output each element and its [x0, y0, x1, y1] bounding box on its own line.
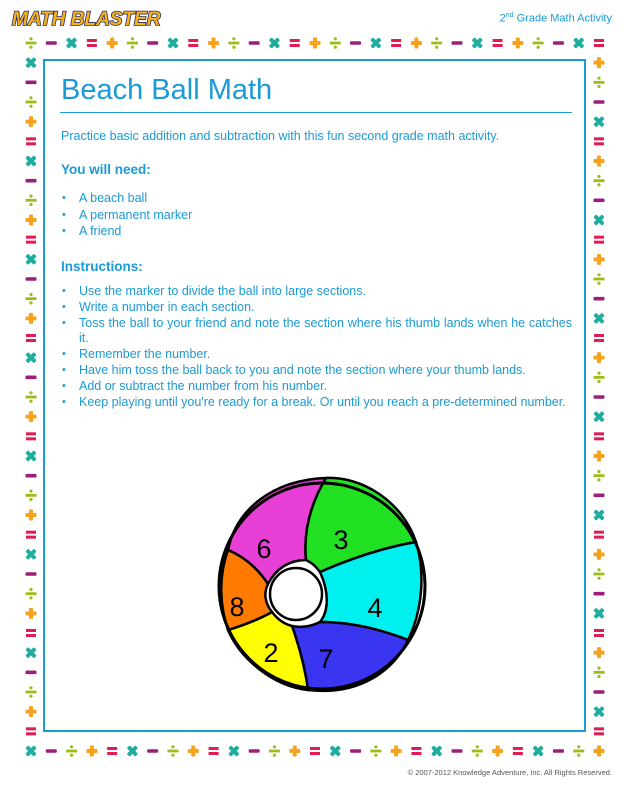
plus-symbol-icon [26, 116, 37, 127]
instruction-item: • Write a number in each section. [61, 300, 572, 316]
times-symbol-icon [593, 214, 604, 225]
plus-symbol-icon [208, 38, 219, 49]
minus-symbol-icon [452, 41, 463, 45]
equals-symbol-icon [290, 39, 300, 47]
minus-symbol-icon [594, 690, 605, 694]
equals-symbol-icon [26, 629, 36, 637]
times-symbol-icon [593, 313, 604, 324]
equals-symbol-icon [594, 629, 604, 637]
equals-symbol-icon [310, 747, 320, 755]
divide-symbol-icon [594, 667, 605, 679]
equals-symbol-icon [594, 236, 604, 244]
divide-symbol-icon [26, 293, 37, 305]
divide-symbol-icon [594, 273, 605, 285]
divide-symbol-icon [330, 37, 341, 49]
equals-symbol-icon [594, 432, 604, 440]
plus-symbol-icon [594, 352, 605, 363]
minus-symbol-icon [350, 749, 361, 753]
plus-symbol-icon [594, 57, 605, 68]
minus-symbol-icon [147, 749, 158, 753]
minus-symbol-icon [594, 100, 605, 104]
minus-symbol-icon [553, 41, 564, 45]
times-symbol-icon [25, 450, 36, 461]
math-blaster-logo [10, 7, 190, 29]
needs-item: • A permanent marker [61, 207, 192, 224]
times-symbol-icon [431, 745, 442, 756]
minus-symbol-icon [26, 277, 37, 281]
times-symbol-icon [593, 706, 604, 717]
plus-symbol-icon [594, 549, 605, 560]
equals-symbol-icon [26, 137, 36, 145]
divide-symbol-icon [26, 490, 37, 502]
needs-item: • A beach ball [61, 190, 192, 207]
divide-symbol-icon [594, 175, 605, 187]
plus-symbol-icon [391, 746, 402, 757]
divide-symbol-icon [594, 470, 605, 482]
minus-symbol-icon [249, 41, 260, 45]
divide-symbol-icon [26, 195, 37, 207]
instructions-heading: Instructions: [61, 259, 143, 274]
equals-symbol-icon [26, 334, 36, 342]
plus-symbol-icon [188, 746, 199, 757]
divide-symbol-icon [431, 37, 442, 49]
minus-symbol-icon [594, 297, 605, 301]
times-symbol-icon [370, 37, 381, 48]
ball-number-6: 6 [256, 534, 272, 564]
plus-symbol-icon [594, 451, 605, 462]
title-divider [60, 112, 572, 113]
minus-symbol-icon [452, 749, 463, 753]
logo-text: MATH BLASTER [12, 9, 161, 29]
minus-symbol-icon [594, 199, 605, 203]
plus-symbol-icon [289, 746, 300, 757]
minus-symbol-icon [553, 749, 564, 753]
divide-symbol-icon [26, 96, 37, 108]
equals-symbol-icon [26, 727, 36, 735]
times-symbol-icon [25, 549, 36, 560]
times-symbol-icon [25, 254, 36, 265]
divide-symbol-icon [594, 568, 605, 580]
minus-symbol-icon [46, 41, 57, 45]
instruction-item: • Have him toss the ball back to you and note the section where your thumb lands. [61, 363, 572, 379]
times-symbol-icon [25, 155, 36, 166]
minus-symbol-icon [26, 81, 37, 85]
instruction-item: • Keep playing until you're ready for a break. Or until you reach a pre-determined number. [61, 395, 572, 411]
equals-symbol-icon [188, 39, 198, 47]
grade-label-text: Grade Math Activity [513, 12, 612, 25]
equals-symbol-icon [513, 747, 523, 755]
plus-symbol-icon [26, 215, 37, 226]
times-symbol-icon [593, 116, 604, 127]
minus-symbol-icon [147, 41, 158, 45]
plus-symbol-icon [310, 38, 321, 49]
ball-number-4: 4 [367, 593, 383, 623]
minus-symbol-icon [46, 749, 57, 753]
plus-symbol-icon [594, 746, 605, 757]
plus-symbol-icon [492, 746, 503, 757]
equals-symbol-icon [391, 39, 401, 47]
divide-symbol-icon [26, 686, 37, 698]
equals-symbol-icon [594, 39, 604, 47]
divide-symbol-icon [26, 588, 37, 600]
plus-symbol-icon [26, 313, 37, 324]
times-symbol-icon [472, 37, 483, 48]
minus-symbol-icon [249, 749, 260, 753]
minus-symbol-icon [26, 474, 37, 478]
plus-symbol-icon [26, 510, 37, 521]
times-symbol-icon [593, 411, 604, 422]
divide-symbol-icon [573, 745, 584, 757]
equals-symbol-icon [26, 236, 36, 244]
page-title: Beach Ball Math [61, 74, 273, 106]
copyright-notice: © 2007-2012 Knowledge Adventure, Inc. All Rights Reserved. [407, 768, 612, 777]
divide-symbol-icon [269, 745, 280, 757]
divide-symbol-icon [168, 745, 179, 757]
minus-symbol-icon [350, 41, 361, 45]
times-symbol-icon [66, 37, 77, 48]
equals-symbol-icon [411, 747, 421, 755]
divide-symbol-icon [533, 37, 544, 49]
times-symbol-icon [167, 37, 178, 48]
ball-number-8: 8 [229, 592, 245, 622]
divide-symbol-icon [26, 391, 37, 403]
plus-symbol-icon [594, 647, 605, 658]
ball-center-hole [270, 568, 322, 620]
plus-symbol-icon [594, 254, 605, 265]
equals-symbol-icon [594, 727, 604, 735]
equals-symbol-icon [209, 747, 219, 755]
plus-symbol-icon [26, 608, 37, 619]
equals-symbol-icon [594, 334, 604, 342]
equals-symbol-icon [26, 531, 36, 539]
plus-symbol-icon [86, 746, 97, 757]
times-symbol-icon [593, 509, 604, 520]
instructions-list [61, 284, 572, 410]
plus-symbol-icon [594, 156, 605, 167]
times-symbol-icon [573, 37, 584, 48]
times-symbol-icon [269, 37, 280, 48]
instruction-item: • Remember the number. [61, 347, 572, 363]
equals-symbol-icon [87, 39, 97, 47]
minus-symbol-icon [594, 592, 605, 596]
divide-symbol-icon [26, 37, 37, 49]
times-symbol-icon [532, 745, 543, 756]
times-symbol-icon [25, 57, 36, 68]
equals-symbol-icon [26, 432, 36, 440]
intro-text: Practice basic addition and subtraction with this fun second grade math activity. [61, 129, 500, 143]
times-symbol-icon [593, 608, 604, 619]
divide-symbol-icon [228, 37, 239, 49]
minus-symbol-icon [26, 179, 37, 183]
divide-symbol-icon [370, 745, 381, 757]
instruction-item: • Use the marker to divide the ball into large sections. [61, 284, 572, 300]
equals-symbol-icon [594, 531, 604, 539]
plus-symbol-icon [26, 411, 37, 422]
grade-ordinal-suffix: nd [505, 12, 514, 19]
divide-symbol-icon [66, 745, 77, 757]
equals-symbol-icon [493, 39, 503, 47]
instruction-item: • Toss the ball to your friend and note the section where his thumb lands when he catches it. [61, 316, 572, 348]
minus-symbol-icon [594, 395, 605, 399]
times-symbol-icon [127, 745, 138, 756]
grade-label [500, 12, 612, 25]
times-symbol-icon [25, 745, 36, 756]
needs-item: • A friend [61, 223, 192, 240]
times-symbol-icon [330, 745, 341, 756]
ball-number-7: 7 [318, 644, 334, 674]
instruction-item: • Add or subtract the number from his number. [61, 379, 572, 395]
divide-symbol-icon [594, 372, 605, 384]
beach-ball-illustration [210, 474, 440, 699]
equals-symbol-icon [107, 747, 117, 755]
minus-symbol-icon [26, 572, 37, 576]
grade-number: 2 [499, 12, 506, 25]
minus-symbol-icon [26, 671, 37, 675]
minus-symbol-icon [26, 376, 37, 380]
divide-symbol-icon [127, 37, 138, 49]
ball-number-3: 3 [333, 525, 349, 555]
needs-heading: You will need: [61, 162, 151, 177]
divide-symbol-icon [594, 77, 605, 89]
plus-symbol-icon [107, 38, 118, 49]
plus-symbol-icon [512, 38, 523, 49]
times-symbol-icon [25, 647, 36, 658]
ball-number-2: 2 [263, 638, 279, 668]
minus-symbol-icon [594, 494, 605, 498]
needs-list [61, 190, 192, 240]
divide-symbol-icon [472, 745, 483, 757]
plus-symbol-icon [411, 38, 422, 49]
times-symbol-icon [25, 352, 36, 363]
equals-symbol-icon [594, 137, 604, 145]
times-symbol-icon [228, 745, 239, 756]
plus-symbol-icon [26, 706, 37, 717]
